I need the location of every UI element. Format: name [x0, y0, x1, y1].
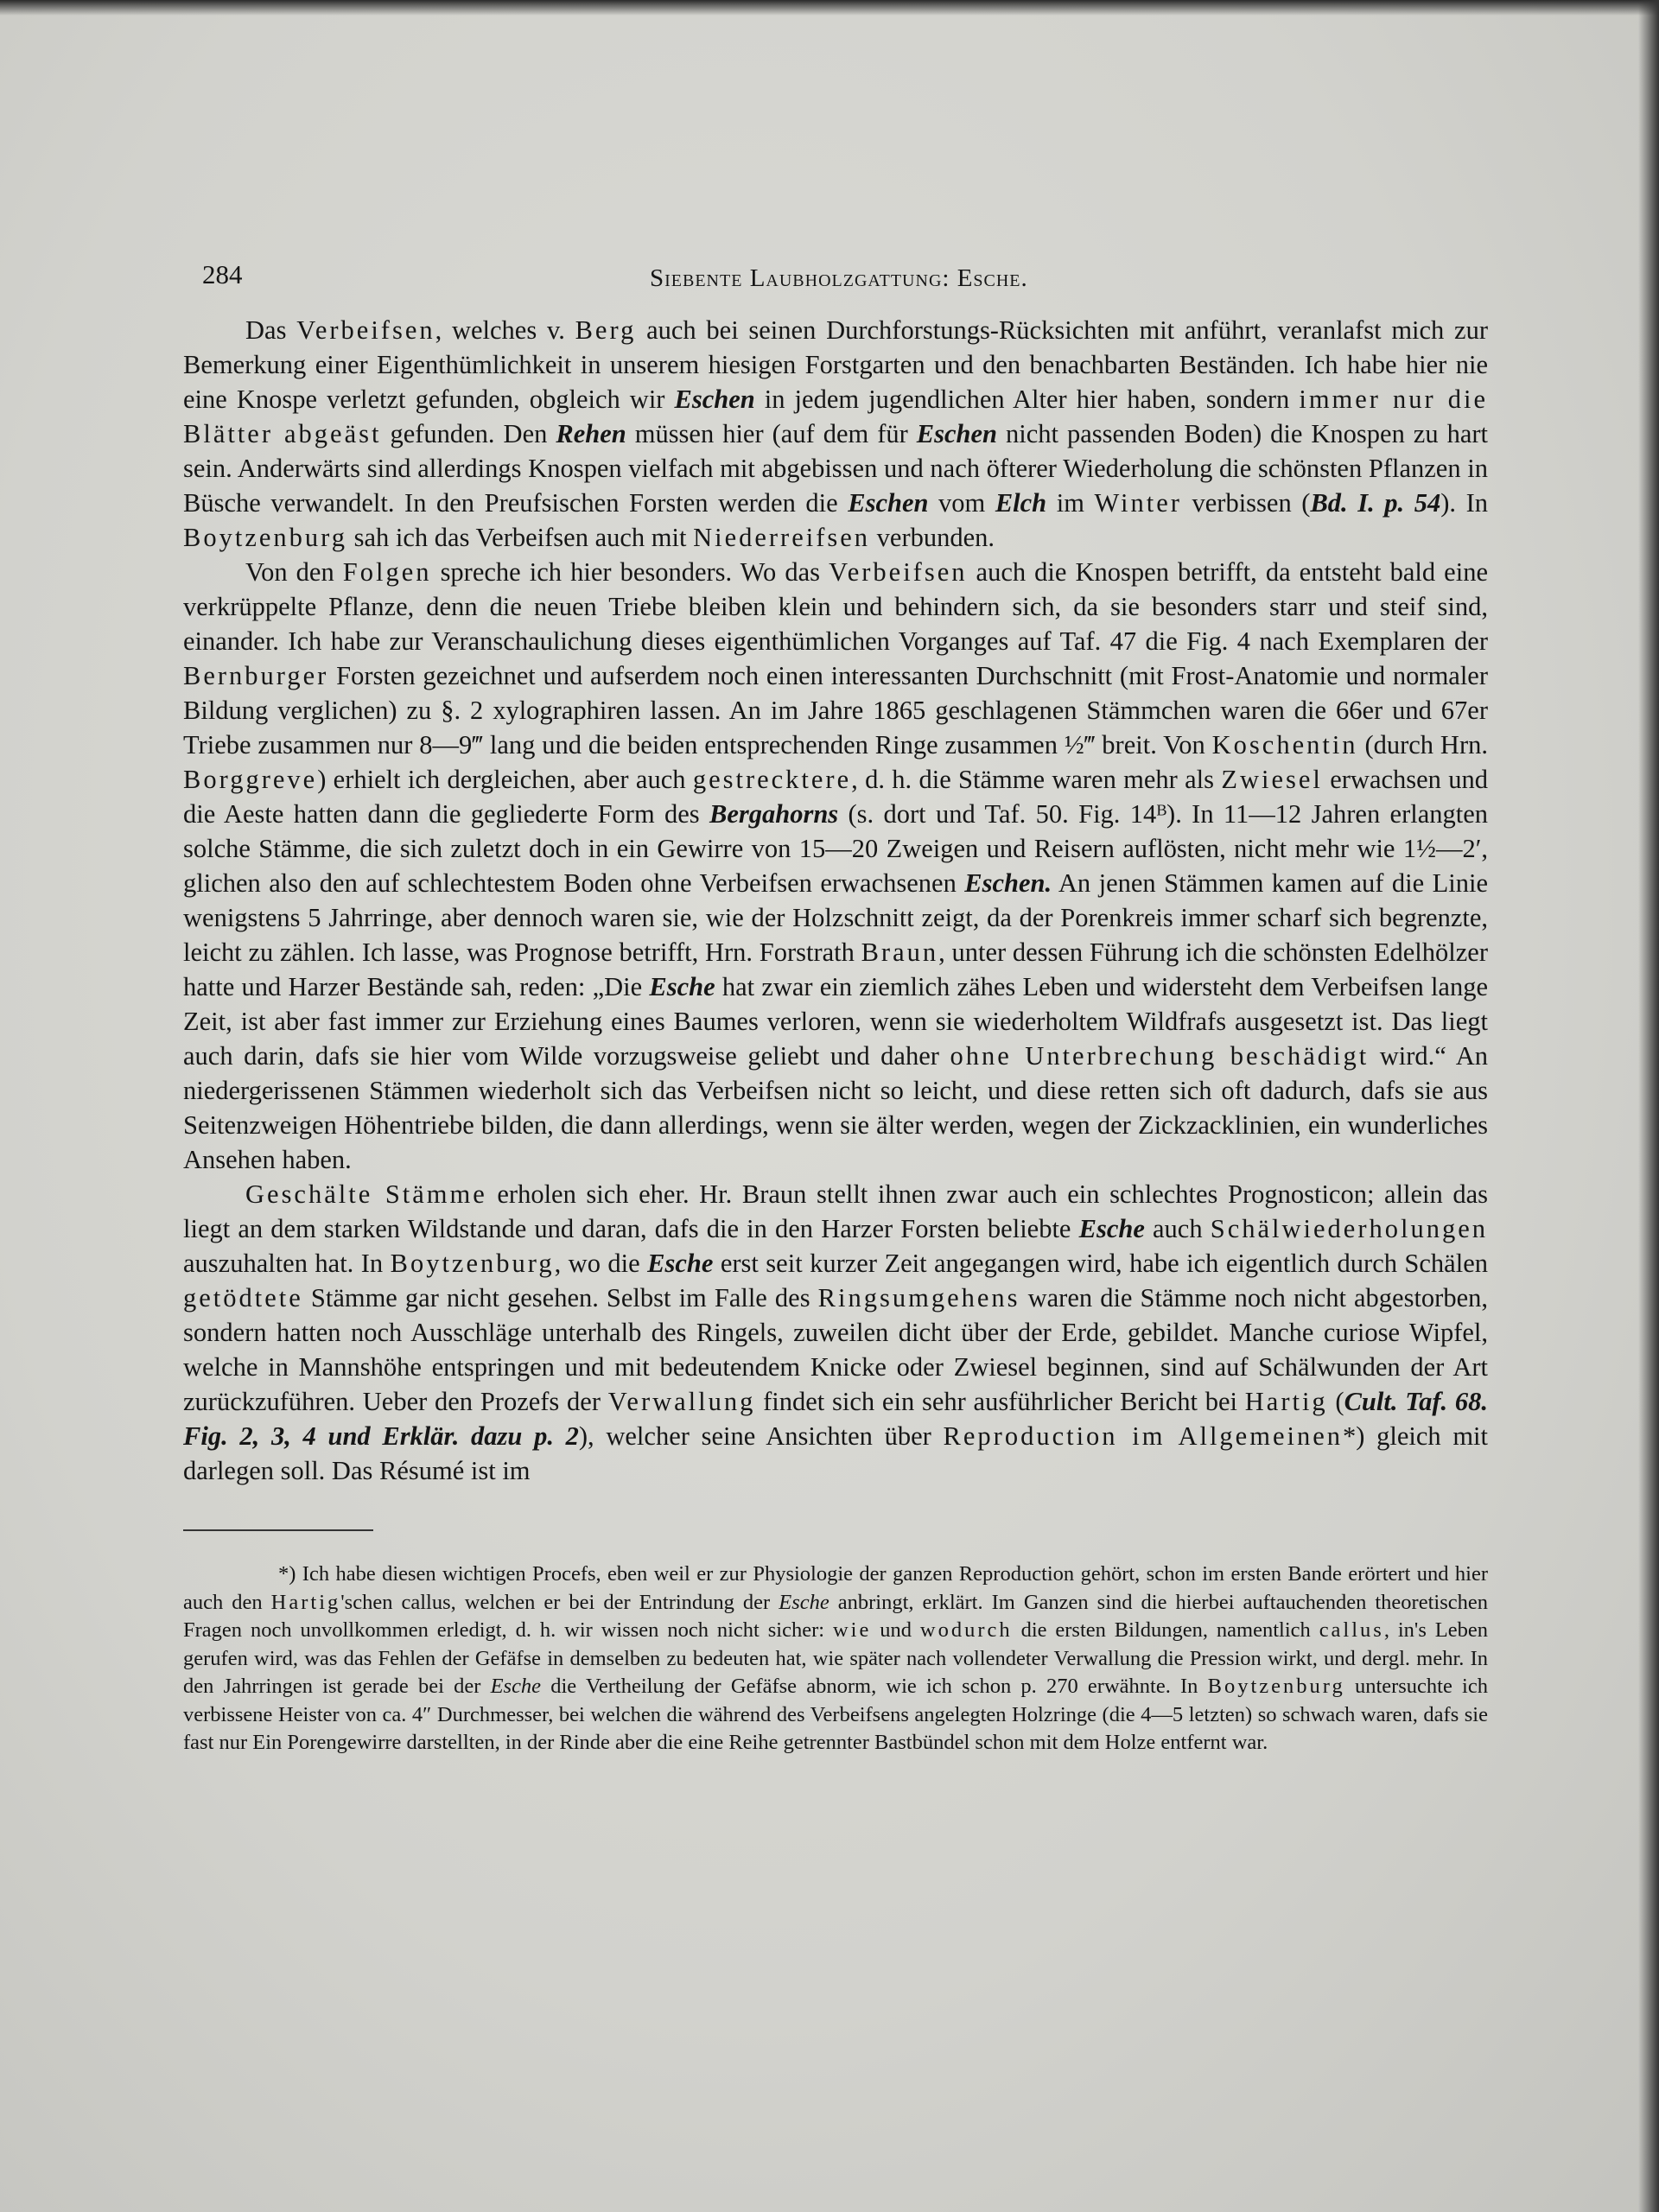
scan-shadow-right: [1638, 0, 1659, 2212]
page-number: 284: [202, 259, 243, 289]
paragraph-geschaelte-staemme: Geschälte Stämme erholen sich eher. Hr. Braun stellt ihnen zwar auch ein schlechtes Prognosticon; allein das liegt an dem starken Wildstande und daran, dafs die in den Harzer Forsten beliebte Esche auch Schälwiederholungen auszuhalten hat. In Boytzenburg, wo die Esche erst seit kurzer Zeit angegangen wird, habe ich eigentlich durch Schälen getödtete Stämme gar nicht gesehen. Selbst im Falle des Ringsumgehens waren die Stämme noch nicht abgestorben, sondern hatten noch Ausschläge unterhalb des Ringels, zuweilen dicht über der Erde, gebildet. Manche curiose Wipfel, welche in Mannshöhe entspringen und mit bedeutendem Knicke oder Zwiesel beginnen, sind auf Schälwunden der Art zurückzuführen. Ueber den Prozefs der Verwallung findet sich ein sehr ausführlicher Bericht bei Hartig (Cult. Taf. 68. Fig. 2, 3, 4 und Erklär. dazu p. 2), welcher seine Ansichten über Reproduction im Allgemeinen*) gleich mit darlegen soll. Das Résumé ist im: [183, 1179, 1489, 1485]
scan-shadow-top: [0, 0, 1659, 16]
paragraph-folgen: Von den Folgen spreche ich hier besonders. Wo das Verbeifsen auch die Knospen betrifft, da entsteht bald eine verkrüppelte Pflanze, denn die neuen Triebe bleiben klein und behindern sich, da sie besonders starr und steif sind, einander. Ich habe zur Veranschaulichung dieses eigenthümlichen Vorganges auf Taf. 47 die Fig. 4 nach Exemplaren der Bernburger Forsten gezeichnet und aufserdem noch einen interessanten Durchschnitt (mit Frost-Anatomie und normaler Bildung verglichen) zu §. 2 xylographiren lassen. An im Jahre 1865 geschlagenen Stämmchen waren die 66er und 67er Triebe zusammen nur 8—9‴ lang und die beiden entsprechenden Ringe zusammen ½‴ breit. Von Koschentin (durch Hrn. Borggreve) erhielt ich dergleichen, aber auch gestrecktere, d. h. die Stämme waren mehr als Zwiesel erwachsen und die Aeste hatten dann die gegliederte Form des Bergahorns (s. dort und Taf. 50. Fig. 14ᴮ). In 11—12 Jahren erlangten solche Stämme, die sich zuletzt doch in ein Gewirre von 15—20 Zweigen und Reisern auflösten, nicht mehr wie 1½—2′, glichen also den auf schlechtestem Boden ohne Verbeifsen erwachsenen Eschen. An jenen Stämmen kamen auf die Linie wenigstens 5 Jahrringe, aber dennoch waren sie, wie der Holzschnitt zeigt, da der Porenkreis immer scharf sich begrenzte, leicht zu zählen. Ich lasse, was Prognose betrifft, Hrn. Forstrath Braun, unter dessen Führung ich die schönsten Edelhölzer hatte und Harzer Bestände sah, reden: „Die Esche hat zwar ein ziemlich zähes Leben und widersteht dem Verbeifsen lange Zeit, ist aber fast immer zur Erziehung eines Baumes verloren, wenn sie wiederholtem Wildfrafs ausgesetzt ist. Das liegt auch darin, dafs sie hier vom Wilde vorzugsweise geliebt und daher ohne Unterbrechung beschädigt wird.“ An niedergerissenen Stämmen wiederholt sich das Verbeifsen nicht so leicht, und diese retten sich oft dadurch, dafs sie aus Seitenzweigen Höhentriebe bilden, die dann allerdings, wenn sie älter werden, wegen der Zickzacklinien, ein wunderliches Ansehen haben.: [183, 557, 1489, 1174]
header-title: Siebente Laubholzgattung: Esche.: [650, 264, 1028, 292]
text-block: [183, 259, 1488, 1758]
footnote-rule: [183, 1529, 373, 1531]
footnote: *) Ich habe diesen wichtigen Procefs, eben weil er zur Physiologie der ganzen Reproduction gehört, schon im ersten Bande erörtert und hier auch den Hartig'schen callus, welchen er bei der Entrindung der Esche anbringt, erklärt. Im Ganzen sind die hierbei auftauchenden theoretischen Fragen noch unvollkommen erledigt, d. h. wir wissen noch nicht sicher: wie und wodurch die ersten Bildungen, namentlich callus, in's Leben gerufen wird, was das Fehlen der Gefäfse in demselben zu bedeuten hat, wie später nach vollendeter Verwallung die Pression wirkt, und dergl. mehr. In den Jahrringen ist gerade bei der Esche die Vertheilung der Gefäfse abnorm, wie ich schon p. 270 erwähnte. In Boytzenburg untersuchte ich verbissene Heister von ca. 4″ Durchmesser, bei welchen die während des Verbeifsens angelegten Holzringe (die 4—5 letzten) so schwach waren, dafs sie fast nur Ein Porengewirre darstellten, in der Rinde aber die eine Reihe getrennter Bastbündel schon mit dem Holze entfernt war.: [183, 1562, 1489, 1754]
running-head: [183, 259, 1488, 302]
paragraph-verbeissen: Das Verbeifsen, welches v. Berg auch bei seinen Durchforstungs-Rücksichten mit anführt, veranlafst mich zur Bemerkung einer Eigenthümlichkeit in unserem hiesigen Forstgarten und den benachbarten Beständen. Ich habe hier nie eine Knospe verletzt gefunden, obgleich wir Eschen in jedem jugendlichen Alter hier haben, sondern immer nur die Blätter abgeäst gefunden. Den Rehen müssen hier (auf dem für Eschen nicht passenden Boden) die Knospen zu hart sein. Anderwärts sind allerdings Knospen vielfach mit abgebissen und nach öfterer Wiederholung die schönsten Pflanzen in Büsche verwandelt. In den Preufsischen Forsten werden die Eschen vom Elch im Winter verbissen (Bd. I. p. 54). In Boytzenburg sah ich das Verbeifsen auch mit Niederreifsen verbunden.: [183, 315, 1489, 552]
